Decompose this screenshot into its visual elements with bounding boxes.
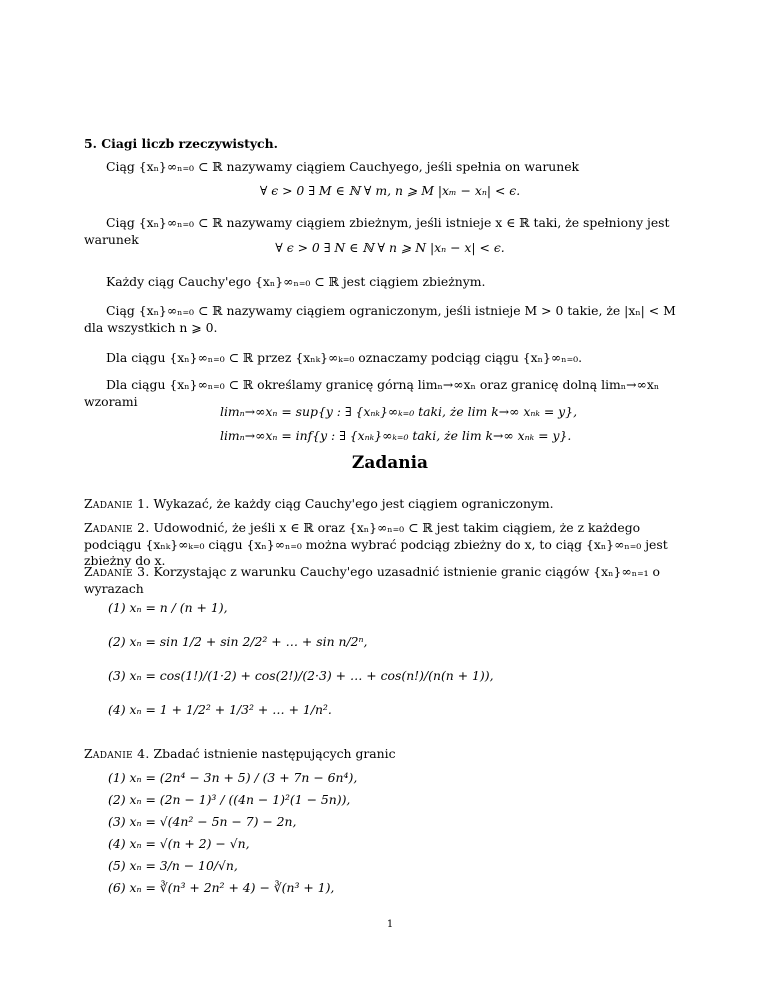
task-3 [84, 564, 696, 597]
task-3-item: (4) xₙ = 1 + 1/2² + 1/3² + … + 1/n². [108, 702, 332, 717]
task-text: Korzystając z warunku Cauchy'ego uzasadnić istnienie granic ciągów {xₙ}∞ₙ₌₁ o wyrazach [84, 564, 660, 596]
task-4-item: (4) xₙ = √(n + 2) − √n, [108, 836, 250, 851]
liminf-formula: limₙ→∞xₙ = inf{y : ∃ {xₙₖ}∞ₖ₌₀ taki, że lim k→∞ xₙₖ = y}. [220, 428, 572, 443]
task-label: Zadanie 3. [84, 564, 150, 579]
task-label: Zadanie 2. [84, 520, 150, 535]
task-4-item: (5) xₙ = 3/n − 10/√n, [108, 858, 238, 873]
definition-bounded: Ciąg {xₙ}∞ₙ₌₀ ⊂ ℝ nazywamy ciągiem ograniczonym, jeśli istnieje M > 0 takie, że |xₙ| < M dla wszystkich n ⩾ 0. [84, 303, 676, 335]
task-label: Zadanie 4. [84, 746, 150, 761]
task-4-item: (2) xₙ = (2n − 1)³ / ((4n − 1)²(1 − 5n)), [108, 792, 351, 807]
task-4-item: (3) xₙ = √(4n² − 5n − 7) − 2n, [108, 814, 297, 829]
section-number: 5. [84, 136, 97, 151]
exercises-heading: Zadania [351, 453, 429, 473]
cauchy-condition: ∀ ϵ > 0 ∃ M ∈ ℕ ∀ m, n ⩾ M |xₘ − xₙ| < ϵ. [259, 183, 521, 198]
definition-limsup-liminf: Dla ciągu {xₙ}∞ₙ₌₀ ⊂ ℝ określamy granicę górną limₙ→∞xₙ oraz granicę dolną limₙ→∞xₙ wzorami [84, 377, 660, 409]
task-text: Wykazać, że każdy ciąg Cauchy'ego jest ciągiem ograniczonym. [153, 496, 554, 511]
page-number: 1 [386, 919, 394, 930]
definition-cauchy: Ciąg {xₙ}∞ₙ₌₀ ⊂ ℝ nazywamy ciągiem Cauchyego, jeśli spełnia on warunek [106, 159, 580, 174]
task-text: Udowodnić, że jeśli x ∈ ℝ oraz {xₙ}∞ₙ₌₀ ⊂ ℝ jest takim ciągiem, że z każdego podciągu {xₙₖ}∞ₖ₌₀ ciągu {xₙ}∞ₙ₌₀ można wybrać podciąg zbieżny do x, to ciąg {xₙ}∞ₙ₌₀ jest zbieżny do x. [84, 520, 668, 569]
task-text: Zbadać istnienie następujących granic [153, 746, 396, 761]
task-2 [84, 520, 696, 570]
section-title [84, 136, 278, 153]
task-label: Zadanie 1. [84, 496, 150, 511]
definition-convergent: Ciąg {xₙ}∞ₙ₌₀ ⊂ ℝ nazywamy ciągiem zbieżnym, jeśli istnieje x ∈ ℝ taki, że spełniony jest warunek [84, 215, 670, 247]
task-4-item: (1) xₙ = (2n⁴ − 3n + 5) / (3 + 7n − 6n⁴), [108, 770, 358, 785]
task-3-item: (2) xₙ = sin 1/2 + sin 2/2² + … + sin n/2ⁿ, [108, 634, 368, 649]
task-3-list [108, 596, 688, 732]
section-name: Ciagi liczb rzeczywistych. [101, 136, 278, 151]
task-4-item: (6) xₙ = ∛(n³ + 2n² + 4) − ∛(n³ + 1), [108, 880, 335, 895]
task-1 [84, 496, 696, 513]
task-4 [84, 746, 696, 763]
task-3-item: (1) xₙ = n / (n + 1), [108, 600, 228, 615]
limsup-formula: limₙ→∞xₙ = sup{y : ∃ {xₙₖ}∞ₖ₌₀ taki, że lim k→∞ xₙₖ = y}, [220, 404, 578, 419]
task-4-list [108, 770, 688, 902]
task-3-item: (3) xₙ = cos(1!)/(1·2) + cos(2!)/(2·3) + … + cos(n!)/(n(n + 1)), [108, 668, 494, 683]
convergence-condition: ∀ ϵ > 0 ∃ N ∈ ℕ ∀ n ⩾ N |xₙ − x| < ϵ. [275, 240, 505, 255]
cauchy-theorem: Każdy ciąg Cauchy'ego {xₙ}∞ₙ₌₀ ⊂ ℝ jest ciągiem zbieżnym. [106, 274, 486, 289]
definition-subsequence: Dla ciągu {xₙ}∞ₙ₌₀ ⊂ ℝ przez {xₙₖ}∞ₖ₌₀ oznaczamy podciąg ciągu {xₙ}∞ₙ₌₀. [106, 350, 583, 365]
